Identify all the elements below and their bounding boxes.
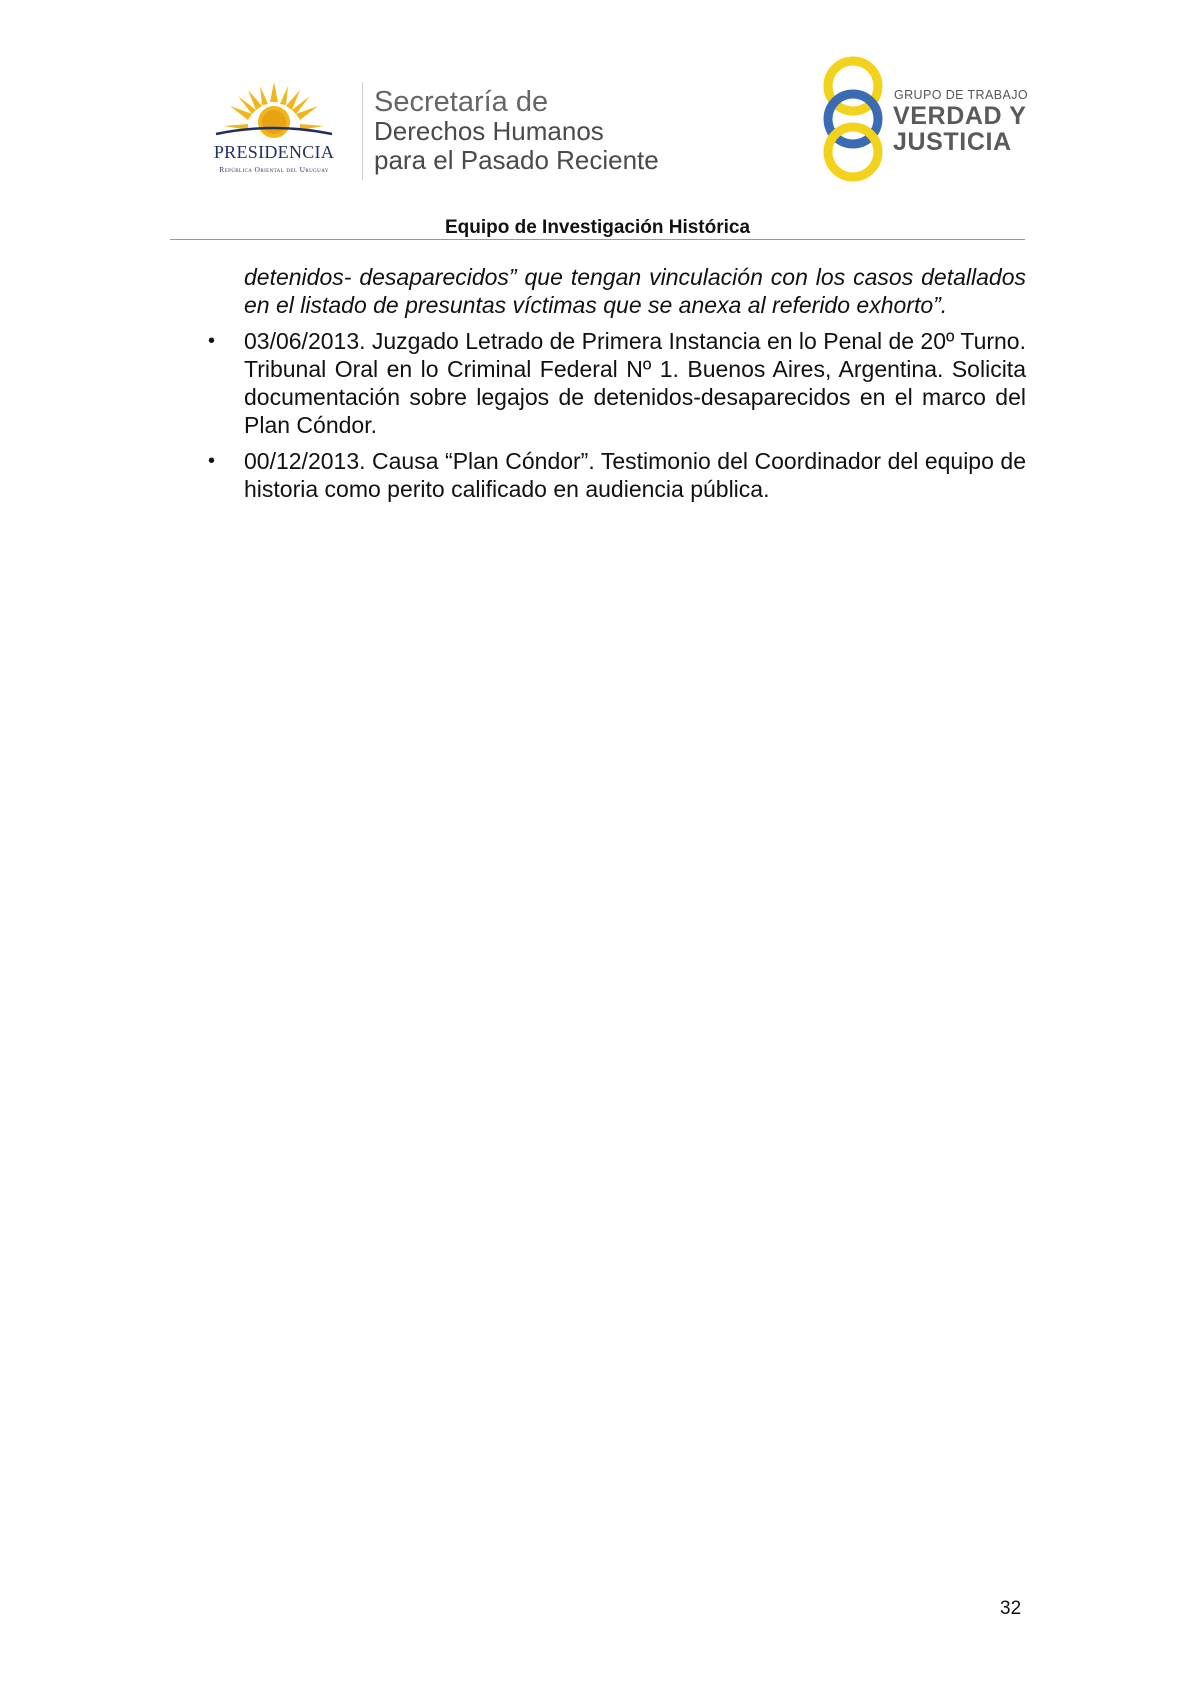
bullet: • bbox=[208, 330, 216, 352]
presidencia-title: PRESIDENCIA bbox=[213, 142, 335, 162]
secretaria-line3: para el Pasado Reciente bbox=[374, 145, 659, 175]
verdad-justicia-logo bbox=[820, 56, 1028, 182]
justicia-label: JUSTICIA bbox=[893, 128, 1012, 156]
continuation-paragraph: detenidos- desaparecidos” que tengan vinculación con los casos detallados en el listado de presuntas víctimas que se anexa al referido exhorto”. bbox=[244, 264, 1026, 318]
header-divider bbox=[362, 82, 363, 180]
presidencia-subtitle: República Oriental del Uruguay bbox=[219, 165, 329, 174]
secretaria-line2: Derechos Humanos bbox=[374, 116, 604, 146]
event-list bbox=[196, 327, 1026, 503]
page-number: 32 bbox=[1000, 1598, 1022, 1619]
list-item-text: 00/12/2013. Causa “Plan Cóndor”. Testimonio del Coordinador del equipo de historia como perito calificado en audiencia pública. bbox=[244, 448, 1026, 502]
secretaria-line1: Secretaría de bbox=[374, 86, 549, 118]
bullet: • bbox=[208, 450, 216, 472]
list-item bbox=[196, 327, 1026, 439]
presidencia-logo bbox=[196, 80, 352, 180]
sun-emblem-icon bbox=[196, 80, 352, 144]
list-item bbox=[196, 447, 1026, 503]
list-item-text: 03/06/2013. Juzgado Letrado de Primera Instancia en lo Penal de 20º Turno. Tribunal Oral en lo Criminal Federal Nº 1. Buenos Aires, Argentina. Solicita documentación sobre legajos de detenidos-desaparecidos en el marco del Plan Cóndor. bbox=[244, 328, 1026, 438]
chain-rings-icon bbox=[820, 56, 890, 182]
section-title: Equipo de Investigación Histórica bbox=[444, 217, 751, 238]
secretaria-logotype bbox=[374, 88, 659, 175]
verdad-label: VERDAD Y bbox=[893, 102, 1027, 130]
document-header bbox=[0, 0, 1190, 240]
document-body bbox=[196, 240, 1026, 511]
grupo-label: GRUPO DE TRABAJO bbox=[894, 88, 1028, 102]
